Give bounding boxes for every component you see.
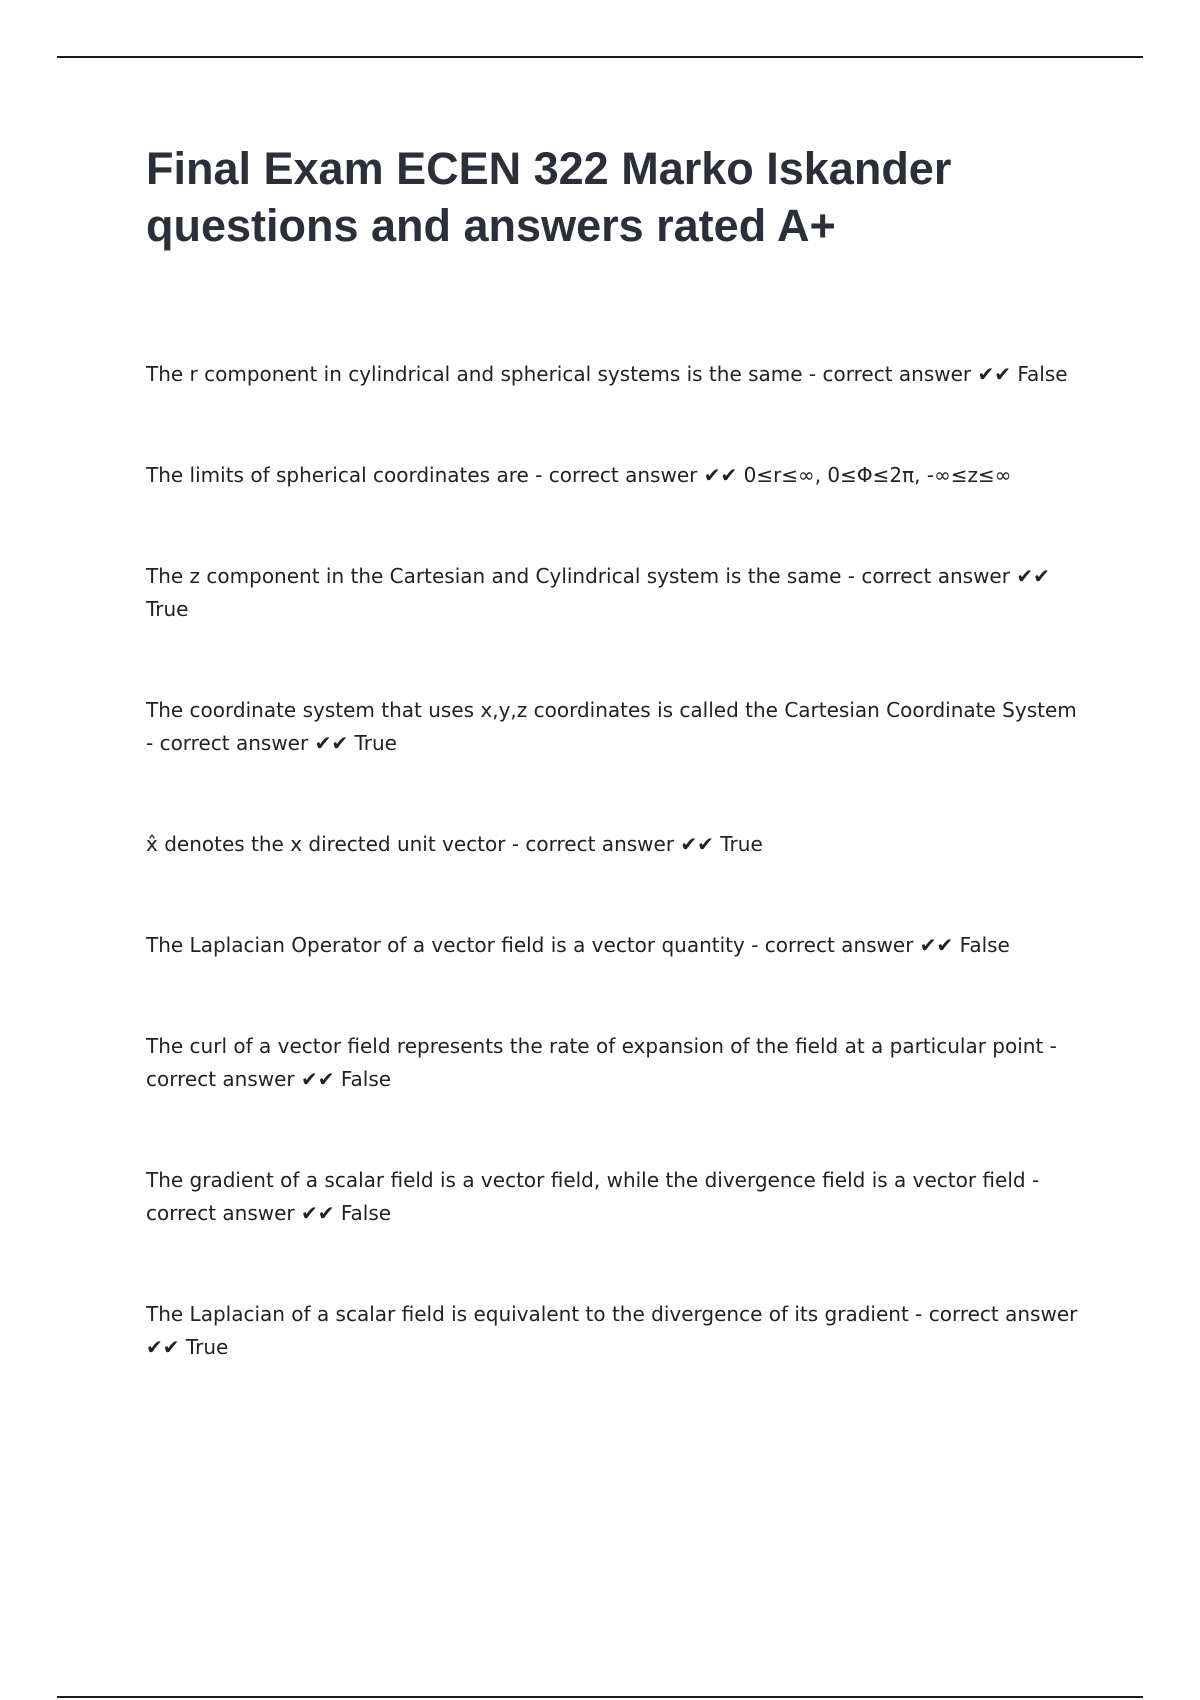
qa-item [146, 1298, 1086, 1364]
answer-text: False [340, 1067, 392, 1091]
qa-item [146, 1164, 1086, 1230]
qa-item [146, 1030, 1086, 1096]
question-text: The r component in cylindrical and spherical systems is the same [146, 362, 803, 386]
check-mark-icon: ✔✔ [146, 1335, 180, 1359]
qa-item [146, 358, 1086, 391]
answer-label: correct answer [548, 463, 698, 487]
question-text: The Laplacian Operator of a vector field is a vector quantity [146, 933, 745, 957]
answer-label: correct answer [146, 1067, 295, 1091]
separator: - [744, 933, 765, 957]
separator: - [1025, 1168, 1040, 1192]
separator: - [1043, 1034, 1057, 1058]
question-text: The Laplacian of a scalar field is equivalent to the divergence of its gradient [146, 1302, 909, 1326]
separator: - [146, 731, 160, 755]
check-mark-icon: ✔✔ [314, 731, 349, 755]
bottom-rule [57, 1696, 1143, 1698]
question-text: The limits of spherical coordinates are [146, 463, 529, 487]
answer-label: correct answer [928, 1302, 1078, 1326]
check-mark-icon: ✔✔ [1016, 564, 1050, 588]
answer-text: False [340, 1201, 392, 1225]
answer-label: correct answer [822, 362, 972, 386]
qa-item [146, 694, 1086, 760]
separator: - [802, 362, 823, 386]
check-mark-icon: ✔✔ [703, 463, 738, 487]
separator: - [505, 832, 526, 856]
question-text: The gradient of a scalar field is a vector field, while the divergence field is a vector field [146, 1168, 1026, 1192]
question-text: The z component in the Cartesian and Cylindrical system is the same [146, 564, 842, 588]
answer-text: False [1017, 362, 1068, 386]
answer-text: False [959, 933, 1010, 957]
qa-item [146, 560, 1086, 626]
question-text: x̂ denotes the x directed unit vector [146, 832, 506, 856]
question-text: The coordinate system that uses x,y,z coordinates is called the Cartesian Coordinate System [146, 698, 1077, 722]
qa-item [146, 828, 1086, 861]
answer-text: 0≤r≤∞, 0≤Φ≤2π, -∞≤z≤∞ [743, 463, 1012, 487]
answer-text: True [720, 832, 763, 856]
document-body [146, 140, 1086, 1432]
question-text: The curl of a vector field represents the rate of expansion of the field at a particular point [146, 1034, 1044, 1058]
qa-item [146, 929, 1086, 962]
check-mark-icon: ✔✔ [680, 832, 714, 856]
answer-text: True [185, 1335, 229, 1359]
qa-item [146, 459, 1086, 492]
top-rule [57, 56, 1143, 58]
qa-list [146, 358, 1086, 1364]
answer-text: True [354, 731, 397, 755]
answer-label: correct answer [764, 933, 914, 957]
check-mark-icon: ✔✔ [300, 1201, 335, 1225]
separator: - [908, 1302, 929, 1326]
check-mark-icon: ✔✔ [919, 933, 954, 957]
answer-label: correct answer [861, 564, 1010, 588]
check-mark-icon: ✔✔ [977, 362, 1012, 386]
answer-text: True [146, 597, 189, 621]
answer-label: correct answer [525, 832, 675, 856]
document-title: Final Exam ECEN 322 Marko Iskander questions and answers rated A+ [146, 143, 952, 251]
separator: - [841, 564, 862, 588]
check-mark-icon: ✔✔ [300, 1067, 335, 1091]
answer-label: correct answer [146, 1201, 295, 1225]
separator: - [528, 463, 549, 487]
answer-label: correct answer [159, 731, 309, 755]
